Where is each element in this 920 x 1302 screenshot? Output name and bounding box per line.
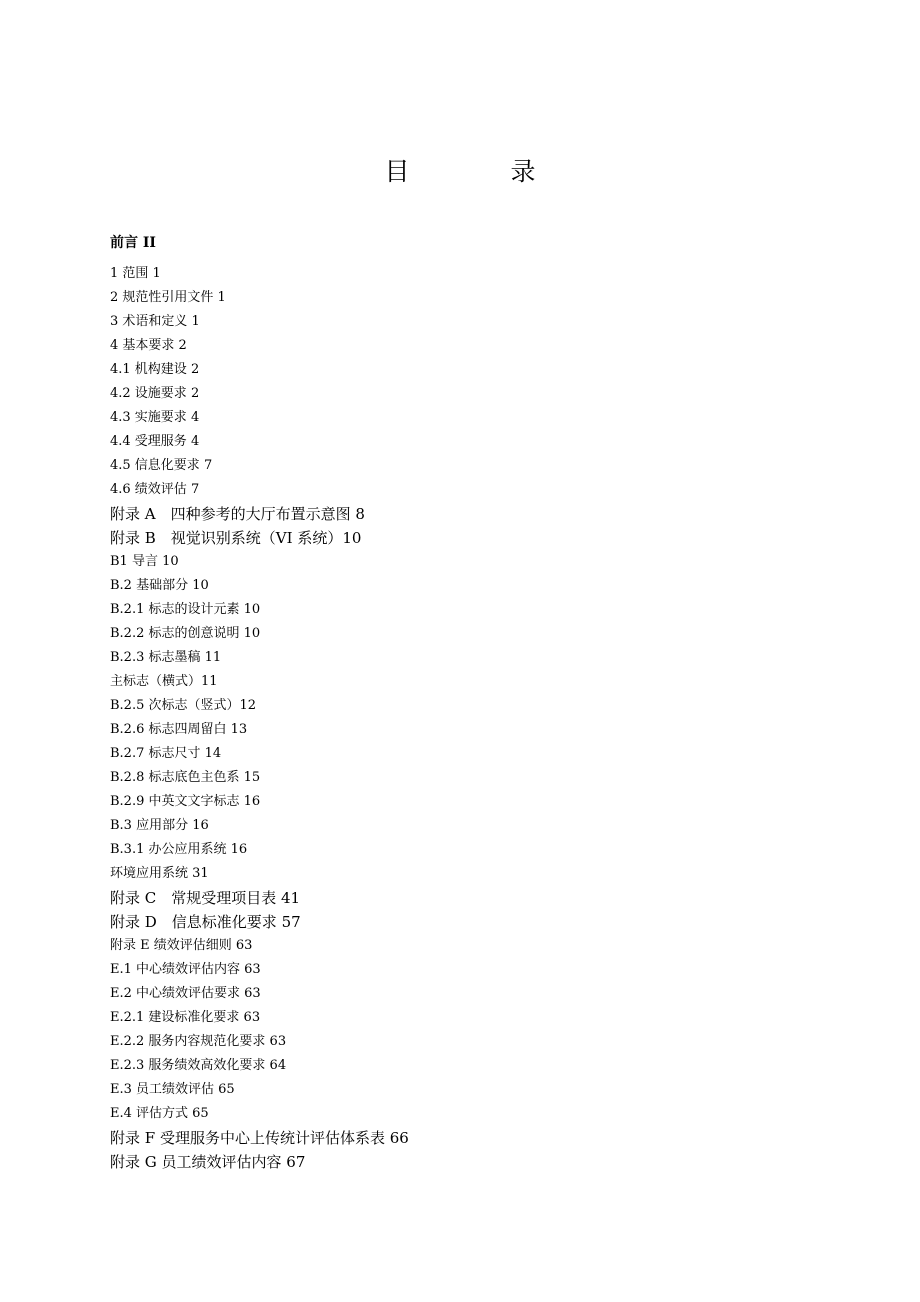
toc-entry[interactable]: B.3.1 办公应用系统 16 <box>110 842 248 857</box>
toc-entry[interactable]: 3 术语和定义 1 <box>110 314 200 329</box>
toc-entry[interactable]: 附录 E 绩效评估细则 63 <box>110 938 253 953</box>
toc-entry[interactable]: 前言 II <box>110 235 156 251</box>
toc-entry[interactable]: E.2.1 建设标准化要求 63 <box>110 1010 261 1025</box>
toc-entry[interactable]: 2 规范性引用文件 1 <box>110 290 226 305</box>
toc-entry[interactable]: 附录 F 受理服务中心上传统计评估体系表 66 <box>110 1129 409 1147</box>
toc-entry[interactable]: B1 导言 10 <box>110 554 179 569</box>
table-of-contents <box>110 230 870 1174</box>
toc-entry[interactable]: E.2 中心绩效评估要求 63 <box>110 986 261 1001</box>
toc-entry[interactable]: 附录 A 四种参考的大厅布置示意图 8 <box>110 505 365 523</box>
toc-entry[interactable]: B.2.5 次标志（竖式）12 <box>110 698 257 713</box>
toc-entry[interactable]: B.2.2 标志的创意说明 10 <box>110 626 261 641</box>
toc-entry[interactable]: E.4 评估方式 65 <box>110 1106 209 1121</box>
toc-entry[interactable]: 主标志（横式）11 <box>110 674 218 689</box>
toc-entry[interactable]: E.2.2 服务内容规范化要求 63 <box>110 1034 287 1049</box>
toc-entry[interactable]: E.1 中心绩效评估内容 63 <box>110 962 261 977</box>
toc-entry[interactable]: 4.2 设施要求 2 <box>110 386 200 401</box>
toc-entry[interactable]: 4.5 信息化要求 7 <box>110 458 213 473</box>
toc-entry[interactable]: B.2 基础部分 10 <box>110 578 209 593</box>
toc-entry[interactable]: B.2.9 中英文文字标志 16 <box>110 794 261 809</box>
page-title: 目 录 <box>384 157 574 186</box>
toc-entry[interactable]: B.2.8 标志底色主色系 15 <box>110 770 261 785</box>
toc-entry[interactable]: B.3 应用部分 16 <box>110 818 209 833</box>
toc-entry[interactable]: 环境应用系统 31 <box>110 866 209 881</box>
toc-entry[interactable]: B.2.7 标志尺寸 14 <box>110 746 222 761</box>
toc-entry[interactable]: 附录 D 信息标准化要求 57 <box>110 913 301 931</box>
toc-entry[interactable]: E.3 员工绩效评估 65 <box>110 1082 235 1097</box>
toc-entry[interactable]: 4.3 实施要求 4 <box>110 410 200 425</box>
toc-entry[interactable]: 附录 C 常规受理项目表 41 <box>110 889 301 907</box>
toc-entry[interactable]: B.2.1 标志的设计元素 10 <box>110 602 261 617</box>
toc-entry[interactable]: B.2.3 标志墨稿 11 <box>110 650 222 665</box>
toc-entry[interactable]: 4.4 受理服务 4 <box>110 434 200 449</box>
toc-entry[interactable]: 4 基本要求 2 <box>110 338 187 353</box>
toc-entry[interactable]: E.2.3 服务绩效高效化要求 64 <box>110 1058 287 1073</box>
toc-entry[interactable]: B.2.6 标志四周留白 13 <box>110 722 248 737</box>
toc-entry[interactable]: 附录 G 员工绩效评估内容 67 <box>110 1153 306 1171</box>
toc-entry[interactable]: 4.6 绩效评估 7 <box>110 482 200 497</box>
toc-entry[interactable]: 1 范围 1 <box>110 266 161 281</box>
toc-entry[interactable]: 4.1 机构建设 2 <box>110 362 200 377</box>
toc-entry[interactable]: 附录 B 视觉识别系统（VI 系统）10 <box>110 529 362 547</box>
